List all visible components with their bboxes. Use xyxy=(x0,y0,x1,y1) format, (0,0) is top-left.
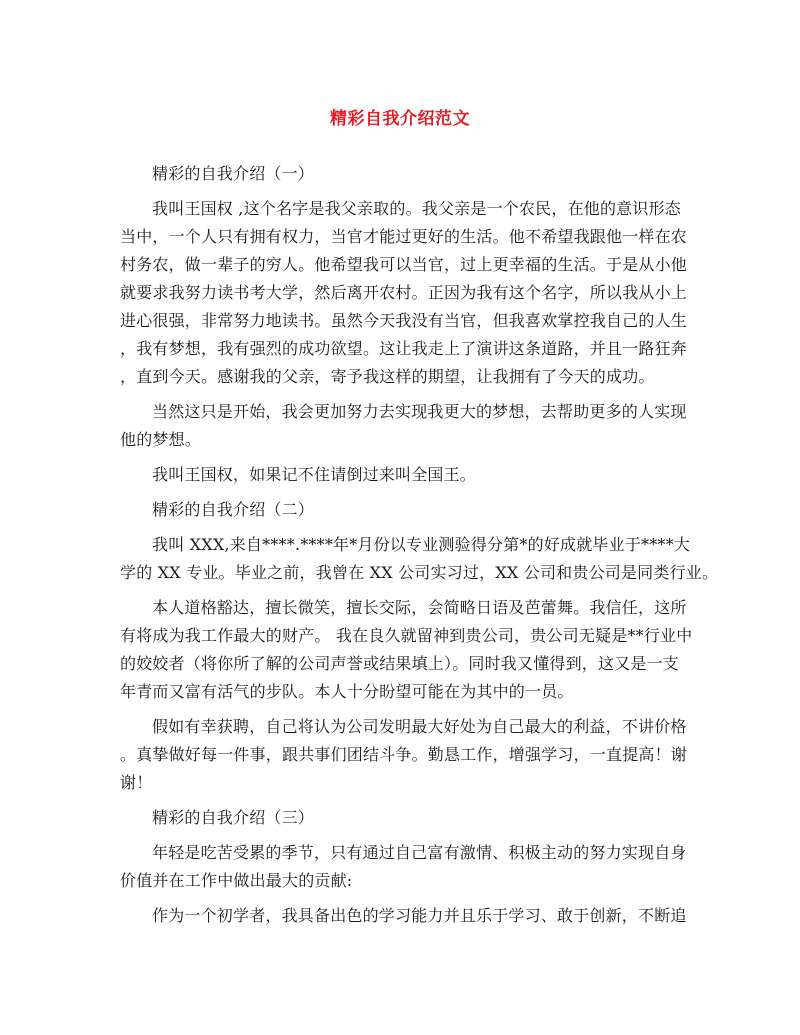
text-line: 我叫王国权 ,这个名字是我父亲取的。我父亲是一个农民，在他的意识形态 xyxy=(152,199,681,218)
text-line: 进心很强，非常努力地读书。虽然今天我没有当官，但我喜欢掌控我自己的人生 xyxy=(120,311,688,330)
text-line: ，我有梦想，我有强烈的成功欲望。这让我走上了演讲这条道路，并且一路狂奔 xyxy=(120,339,688,358)
text-line: 我叫王国权，如果记不住请倒过来叫全国王。 xyxy=(152,465,477,484)
text-line: 精彩的自我介绍（一） xyxy=(152,164,315,183)
text-line: 谢！ xyxy=(120,773,153,792)
document-body xyxy=(120,160,719,930)
text-line: ，直到今天。感谢我的父亲，寄予我这样的期望，让我拥有了今天的成功。 xyxy=(120,367,655,386)
text-line: 学的 XX 专业。毕业之前，我曾在 XX 公司实习过，XX 公司和贵公司是同类行业。 xyxy=(120,563,719,582)
text-line: 的姣姣者（将你所了解的公司声誉或结果填上）。同时我又懂得到，这又是一支 xyxy=(120,654,680,673)
text-line: 他的梦想。 xyxy=(120,430,202,449)
text-line: 。真挚做好每一件事，跟共事们团结斗争。勤恳工作，增强学习，一直提高！谢 xyxy=(120,745,688,764)
text-line: 当然这只是开始，我会更加努力去实现我更大的梦想，去帮助更多的人实现 xyxy=(152,402,687,421)
text-line: 有将成为我工作最大的财产。 我在良久就留神到贵公司，贵公司无疑是**行业中 xyxy=(120,626,693,645)
text-line: 假如有幸获聘，自己将认为公司发明最大好处为自己最大的利益，不讲价格 xyxy=(152,717,687,736)
text-line: 村务农，做一辈子的穷人。他希望我可以当官，过上更幸福的生活。于是从小他 xyxy=(120,255,688,274)
text-line: 精彩的自我介绍（二） xyxy=(152,500,315,519)
text-line: 当中，一个人只有拥有权力，当官才能过更好的生活。他不希望我跟他一样在农 xyxy=(120,227,688,246)
text-line: 作为一个初学者，我具备出色的学习能力并且乐于学习、敢于创新，不断追 xyxy=(152,906,687,925)
text-line: 精彩的自我介绍（三） xyxy=(152,808,315,827)
text-line: 年青而又富有活气的步队。本人十分盼望可能在为其中的一员。 xyxy=(120,682,574,701)
text-line: 本人道格豁达，擅长微笑，擅长交际，会简略日语及芭蕾舞。我信任，这所 xyxy=(152,598,687,617)
text-line: 我叫 XXX,来自****.****年*月份以专业测验得分第*的好成就毕业于****大 xyxy=(152,535,691,554)
text-line: 就要求我努力读书考大学，然后离开农村。正因为我有这个名字，所以我从小上 xyxy=(120,283,688,302)
text-line: 年轻是吃苦受累的季节，只有通过自己富有激情、积极主动的努力实现自身 xyxy=(152,843,687,862)
document-title: 精彩自我介绍范文 xyxy=(330,109,470,129)
text-line: 价值并在工作中做出最大的贡献: xyxy=(120,871,353,890)
